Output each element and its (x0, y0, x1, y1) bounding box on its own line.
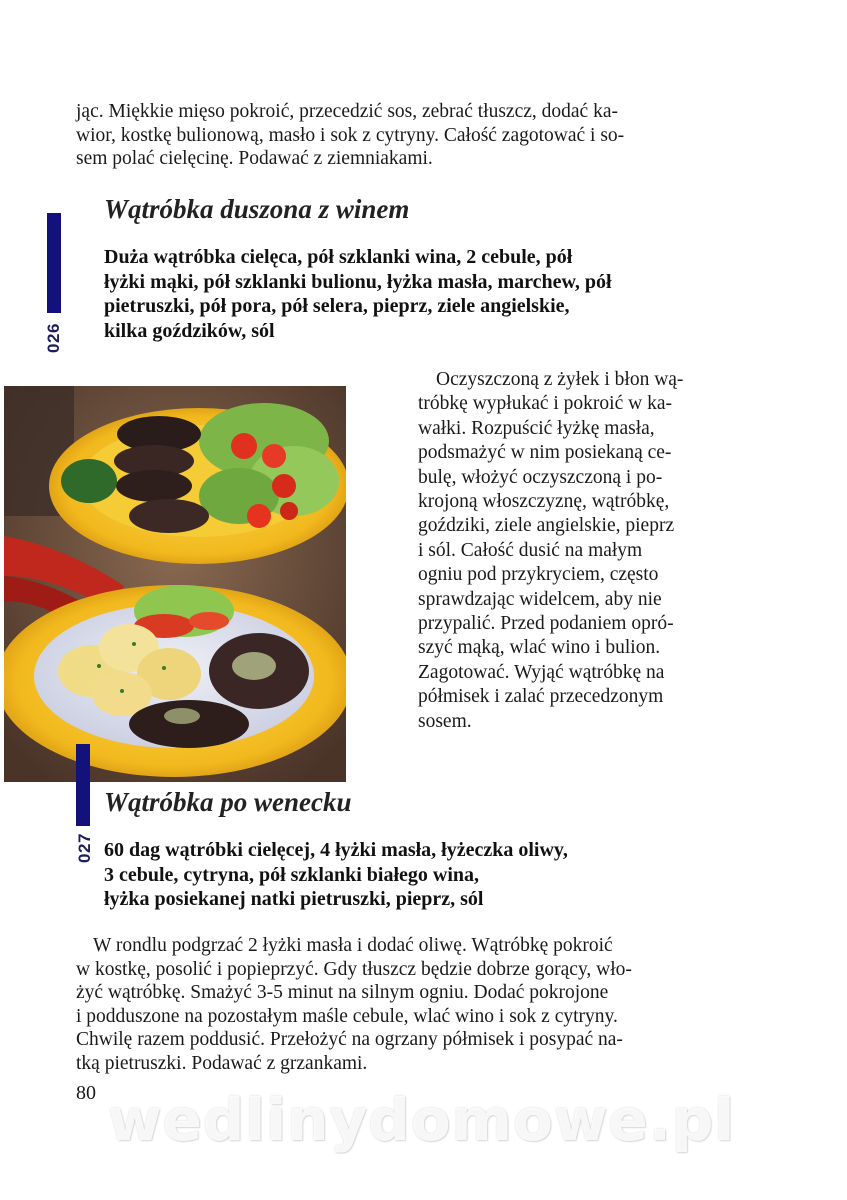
ingredient-line: kilka goździków, sól (104, 319, 275, 342)
method-line: bulę, włożyć oczyszczoną i po- (418, 466, 663, 488)
recipe-026-marker-bar (47, 213, 61, 313)
ingredient-line: 3 cebule, cytryna, pół szklanki białego wina, (104, 863, 480, 886)
recipe-026-title: Wątróbka duszona z winem (104, 194, 410, 224)
intro-line: wior, kostkę bulionową, masło i sok z cytryny. Całość zagotować i so- (76, 124, 625, 146)
ingredient-line: łyżka posiekanej natki pietruszki, pieprz, sól (104, 888, 484, 910)
method-line: i sól. Całość dusić na małym (418, 539, 643, 561)
method-line: szyć mąką, wlać wino i bulion. (418, 637, 661, 659)
ingredient-line: pietruszki, pół pora, pół selera, pieprz, ziele angielskie, (104, 295, 570, 317)
method-line: W rondlu podgrzać 2 łyżki masła i dodać oliwę. Wątróbkę pokroić (93, 935, 613, 956)
method-line: tką pietruszki. Podawać z grzankami. (76, 1052, 368, 1074)
method-line: półmisek i zalać przecedzonym (418, 686, 664, 708)
method-line: sprawdzając widelcem, aby nie (418, 588, 662, 610)
recipe-027-number: 027 (75, 833, 94, 863)
intro-line: sem polać cielęcinę. Podawać z ziemniakami. (76, 148, 433, 170)
method-line: goździki, ziele angielskie, pieprz (418, 515, 675, 537)
ingredient-line: Duża wątróbka cielęca, pół szklanki wina, 2 cebule, pół (104, 246, 573, 268)
recipe-027-ingredients (104, 838, 744, 912)
recipe-027-marker-bar (76, 744, 90, 826)
watermark: wedlinydomowe.pl (108, 1086, 736, 1154)
food-photo-illustration (4, 386, 346, 782)
method-line: żyć wątróbkę. Smażyć 3-5 minut na silnym ogniu. Dodać pokrojone (76, 982, 609, 1004)
method-line: podsmażyć w nim posiekaną ce- (418, 442, 672, 464)
method-line: ogniu pod przykryciem, często (418, 564, 659, 586)
recipe-026-method (418, 368, 727, 734)
method-line: Chwilę razem poddusić. Przełożyć na ogrzany półmisek i posypać na- (76, 1029, 623, 1051)
method-line: Zagotować. Wyjąć wątróbkę na (418, 661, 665, 683)
method-line: wałki. Rozpuścić łyżkę masła, (418, 417, 655, 439)
recipe-027-method (76, 934, 724, 1076)
method-line: przypalić. Przed podaniem opró- (418, 613, 674, 635)
intro-paragraph (76, 100, 724, 171)
method-line: krojoną włoszczyznę, wątróbkę, (418, 491, 670, 513)
method-line: w kostkę, posolić i popieprzyć. Gdy tłuszcz będzie dobrze gorący, wło- (76, 958, 632, 980)
recipe-027-title: Wątróbka po wenecku (104, 787, 352, 817)
intro-line: jąc. Miękkie mięso pokroić, przecedzić sos, zebrać tłuszcz, dodać ka- (76, 101, 618, 122)
method-line: i podduszone na pozostałym maśle cebule, wlać wino i sok z cytryny. (76, 1005, 618, 1027)
ingredient-line: 60 dag wątróbki cielęcej, 4 łyżki masła, łyżeczka oliwy, (104, 839, 568, 861)
recipe-026-ingredients (104, 245, 744, 343)
food-photo (4, 386, 346, 782)
method-line: Oczyszczoną z żyłek i błon wą- (436, 369, 684, 390)
method-line: tróbkę wypłukać i pokroić w ka- (418, 393, 672, 415)
ingredient-line: łyżki mąki, pół szklanki bulionu, łyżka masła, marchew, pół (104, 270, 612, 293)
recipe-026-number: 026 (44, 323, 63, 353)
page-number: 80 (76, 1082, 96, 1104)
method-line: sosem. (418, 710, 472, 732)
